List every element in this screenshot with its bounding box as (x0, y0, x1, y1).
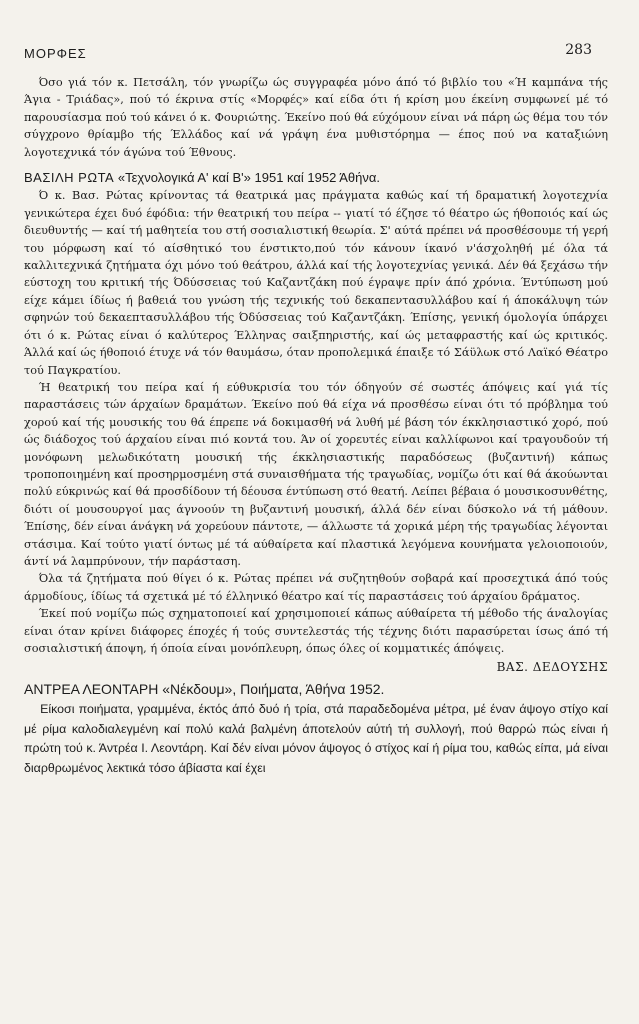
page-header (24, 42, 616, 66)
review-book-title: «Τεχνολογικά Α' καί Β'» (117, 170, 251, 186)
paragraph: Όσο γιά τόν κ. Πετσάλη, τόν γνωρίζω ώς συγγραφέα μόνο άπό τό βιβλίο του «Ή καμπάνα τής Άγια - Τριάδας», πού τό έκρινα στίς «Μορφές» καί είδα ότι ή κρίση μου έκείνη συμφωνεί μέ τό παρουσίασμα πού τού κάνει ό κ. Φουριώτης. Έκείνο πού θά εύχόμουν είναι νά πάρη ώς θέμα του τόν σύγχρονο θρίαμβο τής Έλλάδος καί νά γράψη ένα μυθιστόρημα — έπος πού να καταξιώνη λογοτεχνικά τόν άγώνα τού Έθνους. (24, 76, 608, 159)
paragraph: Είκοσι ποιήματα, γραμμένα, έκτός άπό δυό ή τρία, στά παραδεδομένα μέτρα, μέ έναν άψογο στίχο καί μέ ρίμα καλοδιαλεγμένη καί πολύ καλά βαλμένη άποτελούν αύτή τή συλλογή, πού θαρρώ πώς είναι ή πρώτη τού κ. Άντρέα Ι. Λεοντάρη. Καί δέν είναι μόνον άψογος ό στίχος καί ή ρίμα του, καθώς είπα, μά είναι διαρθρωμένος λεκτικά τόσο άβίαστα καί έχει (24, 702, 608, 775)
journal-title: ΜΟΡΦΕΣ (24, 46, 87, 61)
reviewer-signature: ΒΑΣ. ΔΕΔΟΥΣΗΣ (496, 660, 608, 675)
page-body (24, 74, 608, 779)
review-author: ΑΝΤΡΕΑ ΛΕΟΝΤΑΡΗ (24, 680, 159, 697)
paragraph: Όλα τά ζητήματα πού θίγει ό κ. Ρώτας πρέπει νά συζητηθούν σοβαρά καί προσεχτικά άπό τούς άρμοδίους, ίδίως τά σχετικά μέ τό έλληνικό θέατρο καί τίς παραστάσεις τού άρχαίου δράματος. (24, 572, 608, 603)
page-number: 283 (565, 42, 592, 58)
paragraph: Ή θεατρική του πείρα καί ή εύθυκρισία του τόν όδηγούν σέ σωστές άπόψεις καί γιά τίς παραστάσεις τών άρχαίων δραμάτων. Έκείνο πού θά είχα νά προσθέσω είναι ότι τό πρόβλημα τού χορού καί τής μουσικής του θά έπρεπε νά δοκιμασθή νά λυθή μέ βάση τόν έκκλησιαστικό χορό, πού ώς διάδοχος τού άρχαίου είναι πιό κοντά του. Άν οί χορευτές είναι καλλίφωνοι καί τραγουδούν τή μονόφωνη μελωδικότατη μουσική τής έκκλησιαστικής παραδόσεως (βυζαντινή) κάπως τροποποιημένη καί προσηρμοσμένη στά συναισθήματα τής τραγωδίας, νομίζω ότι καί θά άκούωνται πολύ εύκρινώς καί θά προσδίδουν τή δέουσα έντύπωση στό θεατή. Λείπει βέβαια ό μουσικοσυνθέτης, διότι οί μουσουργοί μας άγνοούν τη βυζαντινή μουσική, άλλά δέν είναι δύσκολο νά τή μάθουν. Έπίσης, δέν είναι άνάγκη νά χορεύουν πάντοτε, — άλλωστε τά χορικά μέρη τής τραγωδίας λέγονται στάσιμα. Καί τούτο γιατί όντως μέ τά αύθαίρετα καί πλαστικά λεγόμενα κουνήματα γελοιοποιούν, άντί νά λαμπρύνουν, τήν παράσταση. (24, 380, 608, 568)
review-book-title: «Νέκδουμ» (162, 680, 233, 697)
review-heading (24, 681, 608, 698)
review-author: ΒΑΣΙΛΗ ΡΩΤΑ (24, 170, 115, 186)
page (24, 0, 616, 1024)
review-book-info: 1951 καί 1952 Άθήνα. (254, 170, 380, 186)
paragraph: Ό κ. Βασ. Ρώτας κρίνοντας τά θεατρικά μας πράγματα καθώς καί τή δραματική λογοτεχνία γενικώτερα έχει δυό έφόδια: τήν θεατρική του πείρα -- γιατί τό έζησε τό θέατρο ώς ήθοποιός καί ώς διευθυντής — καί τή μαθητεία του στή σοσιαλιστική θεωρία. Σ' αύτά πρέπει νά προσθέσουμε τή γερή του μόρφωση καί τό αίσθητικό του ένστικτο,πού τόν κάνουν ίκανό ν'άσχοληθή μέ όλα τά καλλιτεχνικά ζητήματα όχι μόνο τού θεάτρου, άλλά καί τής λογοτεχνίας γενικά. Δέν θά ξεχάσω τήν εύστοχη του κριτική τής Όδύσσειας τού Καζαντζάκη πού έγραψε πρίν άπό χρόνια. Έντύπωση μού είχε κάμει ίδίως ή βαθειά του γνώση τής τεχνικής τού δεκαπεντασυλλάβου καί ή άποκάλυψη τών σφηνών τού δεκαεπτασυλλάβου τής Όδύσσειας τού Καζαντζάκη. Έπίσης, γενική όμολογία ύπάρχει ότι ό κ. Ρώτας είναι ό καλύτερος Έλληνας σαιξπηριστής, καί ώς μεταφραστής καί ώς κριτικός. Άλλά καί ώς ήθοποιό έτυχε νά τόν θαυμάσω, όταν προπολεμικά έπαιξε τό Σάϋλωκ στό Λαϊκό Θέατρο τού Παγκρατίου. (24, 189, 608, 377)
review-heading (24, 169, 608, 186)
paragraph: Έκεί πού νομίζω πώς σχηματοποιεί καί χρησιμοποιεί κάπως αύθαίρετα τή μέθοδο τής άναλογίας είναι όταν κρίνει διάφορες έποχές ή τούς συντελεστάς τής τέχνης διότι παρασύρεται ίσως άπό τή σοσιαλιστική άποψη, ή όποία είναι μονόπλευρη, όπως όλες οί κομματικές άπόψεις. (24, 607, 608, 655)
review-book-info: , Ποιήματα, Άθήνα 1952. (232, 680, 385, 697)
